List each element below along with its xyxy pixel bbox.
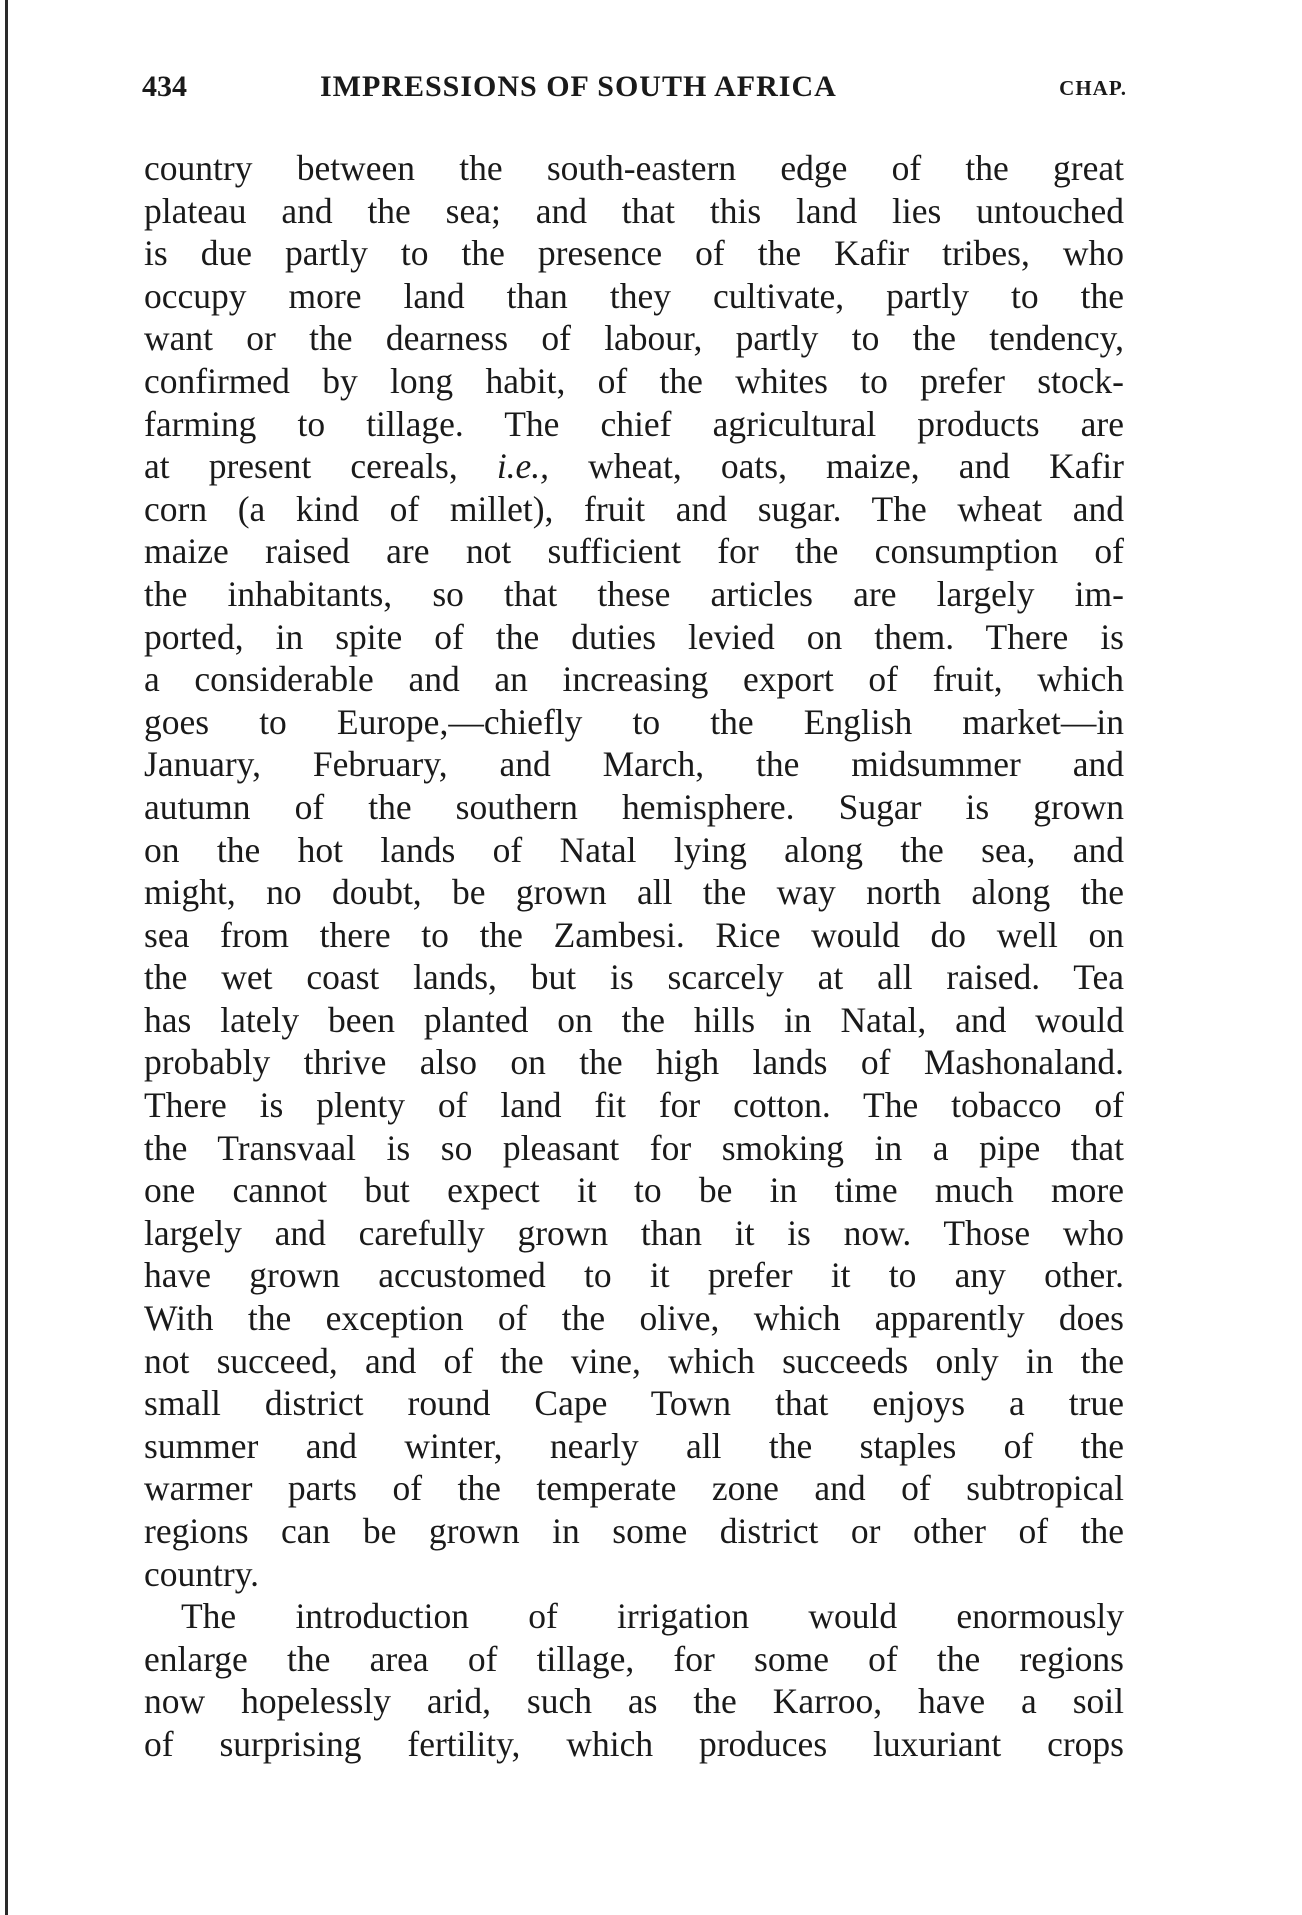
text-line: warmer parts of the temperate zone and of subtropical [144,1468,1124,1509]
running-title: IMPRESSIONS OF SOUTH AFRICA [320,70,837,103]
text-line: largely and carefully grown than it is now. Those who [144,1212,1124,1253]
text-line: occupy more land than they cultivate, partly to the [144,275,1124,316]
chapter-abbreviation: CHAP. [1059,76,1127,100]
text-line: has lately been planted on the hills in Natal, and would [144,999,1124,1040]
text-line: want or the dearness of labour, partly to the tendency, [144,318,1124,359]
text-line: of surprising fertility, which produces luxuriant crops [144,1723,1124,1764]
paragraph-2 [144,1595,1124,1765]
text-line: the wet coast lands, but is scarcely at all raised. Tea [144,957,1124,998]
text-line: one cannot but expect it to be in time much more [144,1170,1124,1211]
text-line: With the exception of the olive, which apparently does [144,1298,1124,1339]
text-line: January, February, and March, the midsummer and [144,744,1124,785]
running-header [142,70,1127,110]
text-line: farming to tillage. The chief agricultural products are [144,403,1124,444]
text-line: have grown accustomed to it prefer it to any other. [144,1255,1124,1296]
text-line: plateau and the sea; and that this land lies untouched [144,190,1124,231]
text-line: probably thrive also on the high lands of Mashonaland. [144,1042,1124,1083]
text-line: sea from there to the Zambesi. Rice would do well on [144,914,1124,955]
body-text [144,147,1124,1766]
text-line: regions can be grown in some district or other of the [144,1511,1124,1551]
text-line: at present cereals, i.e., wheat, oats, maize, and Kafir [144,446,1124,487]
text-line: The introduction of irrigation would enormously [181,1596,1124,1637]
text-line: country between the south-eastern edge of the great [144,148,1124,188]
text-line: country. [144,1553,260,1594]
paragraph-1 [144,147,1124,1595]
text-line: corn (a kind of millet), fruit and sugar. The wheat and [144,488,1124,529]
page-binding-edge [5,0,8,1915]
text-line: a considerable and an increasing export of fruit, which [144,659,1124,700]
text-line: not succeed, and of the vine, which succeeds only in the [144,1340,1124,1381]
text-line: confirmed by long habit, of the whites to prefer stock- [144,360,1124,401]
text-line: on the hot lands of Natal lying along the sea, and [144,829,1124,870]
text-line: enlarge the area of tillage, for some of the regions [144,1638,1124,1679]
text-line: ported, in spite of the duties levied on them. There is [144,616,1124,657]
text-line: the inhabitants, so that these articles are largely im- [144,573,1124,614]
text-line: small district round Cape Town that enjoys a true [144,1383,1124,1424]
italic-abbreviation: i.e., [496,446,550,487]
text-line: autumn of the southern hemisphere. Sugar is grown [144,786,1124,827]
text-line: There is plenty of land fit for cotton. The tobacco of [144,1085,1124,1126]
text-line: the Transvaal is so pleasant for smoking in a pipe that [144,1127,1124,1168]
text-line: summer and winter, nearly all the staples of the [144,1425,1124,1466]
text-line: maize raised are not sufficient for the consumption of [144,531,1124,572]
page-number: 434 [142,70,187,103]
text-line: now hopelessly arid, such as the Karroo, have a soil [144,1681,1124,1722]
text-line: is due partly to the presence of the Kafir tribes, who [144,233,1124,274]
text-line: goes to Europe,—chiefly to the English market—in [144,701,1124,742]
text-line: might, no doubt, be grown all the way north along the [144,872,1124,913]
